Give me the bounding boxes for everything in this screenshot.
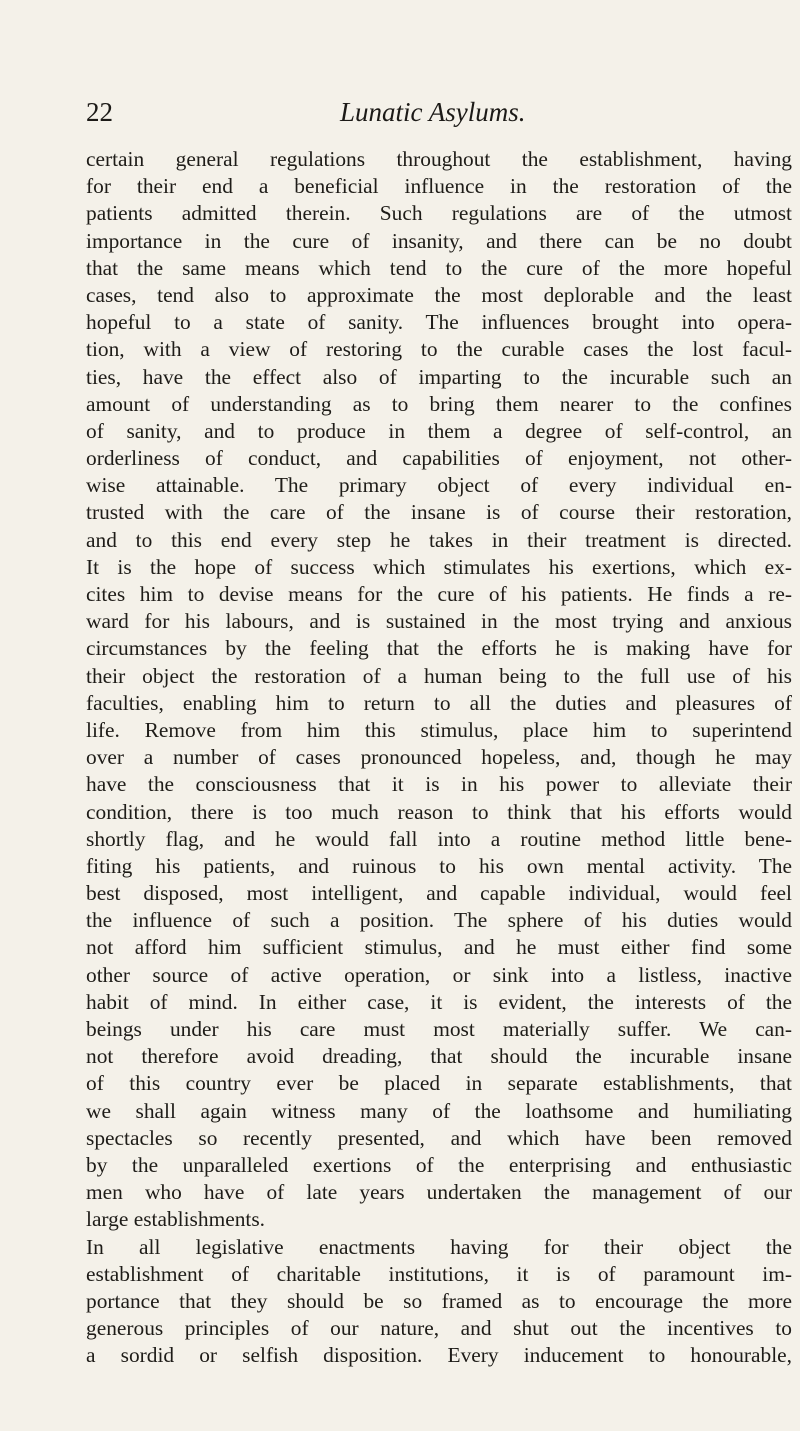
text-line: establishment of charitable institutions, it is of paramount im- <box>86 1261 792 1286</box>
text-line: best disposed, most intelligent, and capable individual, would feel <box>86 881 792 906</box>
text-line: faculties, enabling him to return to all the duties and pleasures of <box>86 690 792 715</box>
text-line: circumstances by the feeling that the efforts he is making have for <box>86 636 792 661</box>
text-line: beings under his care must most materially suffer. We can- <box>86 1017 792 1041</box>
text-line: spectacles so recently presented, and which have been removed <box>86 1125 792 1150</box>
body-text <box>86 146 792 1369</box>
text-line: over a number of cases pronounced hopeless, and, though he may <box>86 745 792 770</box>
text-line: of sanity, and to produce in them a degree of self-control, an <box>86 418 792 443</box>
text-line: fiting his patients, and ruinous to his own mental activity. The <box>86 853 792 878</box>
text-line: patients admitted therein. Such regulations are of the utmost <box>86 201 792 226</box>
text-line: cases, tend also to approximate the most deplorable and the least <box>86 282 792 307</box>
text-line: their object the restoration of a human being to the full use of his <box>86 663 792 688</box>
text-line: for their end a beneficial influence in the restoration of the <box>86 174 792 199</box>
text-line: portance that they should be so framed as to encourage the more <box>86 1288 792 1313</box>
running-title: Lunatic Asylums. <box>340 97 526 127</box>
text-line: cites him to devise means for the cure of his patients. He finds a re- <box>86 582 792 606</box>
text-line: we shall again witness many of the loathsome and humiliating <box>86 1098 792 1123</box>
text-line: not therefore avoid dreading, that should the incurable insane <box>86 1044 792 1069</box>
text-line: ward for his labours, and is sustained in the most trying and anxious <box>86 609 792 634</box>
text-line: large establishments. <box>86 1207 266 1232</box>
text-line: tion, with a view of restoring to the curable cases the lost facul- <box>86 337 792 362</box>
text-line: that the same means which tend to the cure of the more hopeful <box>86 255 792 280</box>
text-line: In all legislative enactments having for their object the <box>86 1234 792 1259</box>
text-line: trusted with the care of the insane is of course their restoration, <box>86 500 792 525</box>
text-line: certain general regulations throughout the establishment, having <box>86 147 792 171</box>
text-line: have the consciousness that it is in his power to alleviate their <box>86 772 792 797</box>
text-line: not afford him sufficient stimulus, and he must either find some <box>86 935 792 960</box>
text-line: shortly flag, and he would fall into a routine method little bene- <box>86 826 792 851</box>
text-line: importance in the cure of insanity, and there can be no doubt <box>86 228 792 253</box>
text-line: a sordid or selfish disposition. Every inducement to honourable, <box>86 1343 792 1368</box>
text-line: hopeful to a state of sanity. The influences brought into opera- <box>86 310 792 335</box>
text-line: and to this end every step he takes in their treatment is directed. <box>86 527 792 552</box>
text-line: generous principles of our nature, and shut out the incentives to <box>86 1316 792 1341</box>
text-line: the influence of such a position. The sphere of his duties would <box>86 908 792 933</box>
text-line: life. Remove from him this stimulus, place him to superintend <box>86 717 792 742</box>
text-line: orderliness of conduct, and capabilities of enjoyment, not other- <box>86 446 792 471</box>
text-line: It is the hope of success which stimulates his exertions, which ex- <box>86 554 792 579</box>
text-line: men who have of late years undertaken the management of our <box>86 1180 792 1205</box>
text-line: wise attainable. The primary object of every individual en- <box>86 473 792 498</box>
text-line: by the unparalleled exertions of the enterprising and enthusiastic <box>86 1152 792 1177</box>
text-line: condition, there is too much reason to think that his efforts would <box>86 799 792 824</box>
text-line: other source of active operation, or sink into a listless, inactive <box>86 962 792 987</box>
text-line: habit of mind. In either case, it is evident, the interests of the <box>86 989 792 1014</box>
text-line: of this country ever be placed in separate establishments, that <box>86 1071 792 1096</box>
running-head <box>86 95 792 135</box>
page-number: 22 <box>86 97 113 127</box>
text-line: amount of understanding as to bring them nearer to the confines <box>86 391 792 416</box>
text-line: ties, have the effect also of imparting to the incurable such an <box>86 364 792 389</box>
